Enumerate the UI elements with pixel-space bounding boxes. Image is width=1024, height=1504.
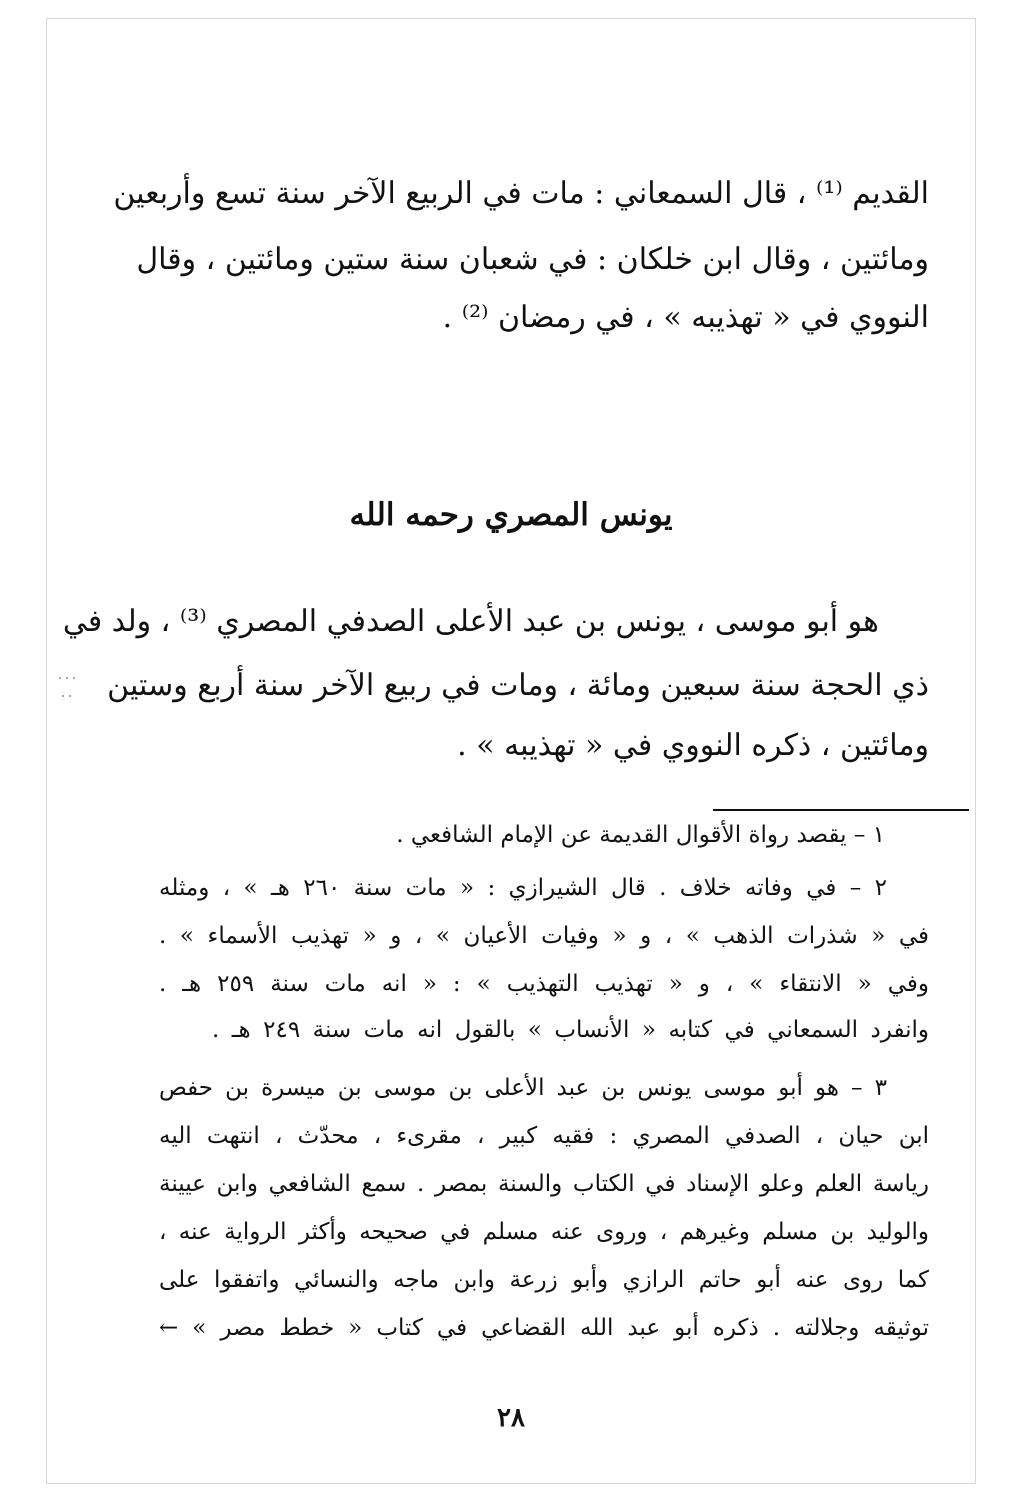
margin-marks [59,677,75,697]
footnote-3-line-3: رياسة العلم وعلو الإسناد في الكتاب والسنة بمصر . سمع الشافعي وابن عيينة [159,1171,929,1197]
footnote-3-line-5: كما روى عنه أبو حاتم الرازي وأبو زرعة وابن ماجه والنسائي واتفقوا على [159,1267,929,1293]
footnote-2-line-1: ٢ – في وفاته خلاف . قال الشيرازي : « مات سنة ٢٦٠ هـ » ، ومثله [159,875,888,901]
section-line-1: هو أبو موسى ، يونس بن عبد الأعلى الصدفي المصري ⁽³⁾ ، ولد في [62,604,879,639]
intro-line-1: القديم ⁽¹⁾ ، قال السمعاني : مات في الربيع الآخر سنة تسع وأربعين [113,176,929,211]
footnote-3-line-2: ابن حيان ، الصدفي المصري : فقيه كبير ، مقرىء ، محدّث ، انتهت اليه [159,1123,929,1149]
section-heading: يونس المصري رحمه الله [349,497,673,533]
footnote-1-line-1: ١ – يقصد رواة الأقوال القديمة عن الإمام الشافعي . [396,822,885,848]
section-line-2: ذي الحجة سنة سبعين ومائة ، ومات في ربيع الآخر سنة أربع وستين [107,668,929,703]
footnote-2-line-3: وفي « الانتقاء » ، و « تهذيب التهذيب » : « انه مات سنة ٢٥٩ هـ . [159,971,929,997]
section-line-3: ومائتين ، ذكره النووي في « تهذيبه » . [457,728,929,763]
footnote-2-line-4: وانفرد السمعاني في كتابه « الأنساب » بالقول انه مات سنة ٢٤٩ هـ . [212,1017,929,1043]
intro-line-2: ومائتين ، وقال ابن خلكان : في شعبان سنة ستين ومائتين ، وقال [136,242,929,277]
book-page [46,18,976,1484]
footnote-3-line-1: ٣ – هو أبو موسى يونس بن عبد الأعلى بن موسى بن ميسرة بن حفص [159,1075,887,1101]
intro-line-3: النووي في « تهذيبه » ، في رمضان ⁽²⁾ . [442,300,929,335]
footnote-divider [713,809,969,811]
footnote-3-line-6: توثيقه وجلالته . ذكره أبو عبد الله القضاعي في كتاب « خطط مصر » ← [159,1315,929,1341]
footnote-3-line-4: والوليد بن مسلم وغيرهم ، وروى عنه مسلم في صحيحه وأكثر الرواية عنه ، [159,1219,929,1245]
page-number: ٢٨ [497,1403,525,1433]
footnote-2-line-2: في « شذرات الذهب » ، و « وفيات الأعيان » ، و « تهذيب الأسماء » . [159,923,929,949]
